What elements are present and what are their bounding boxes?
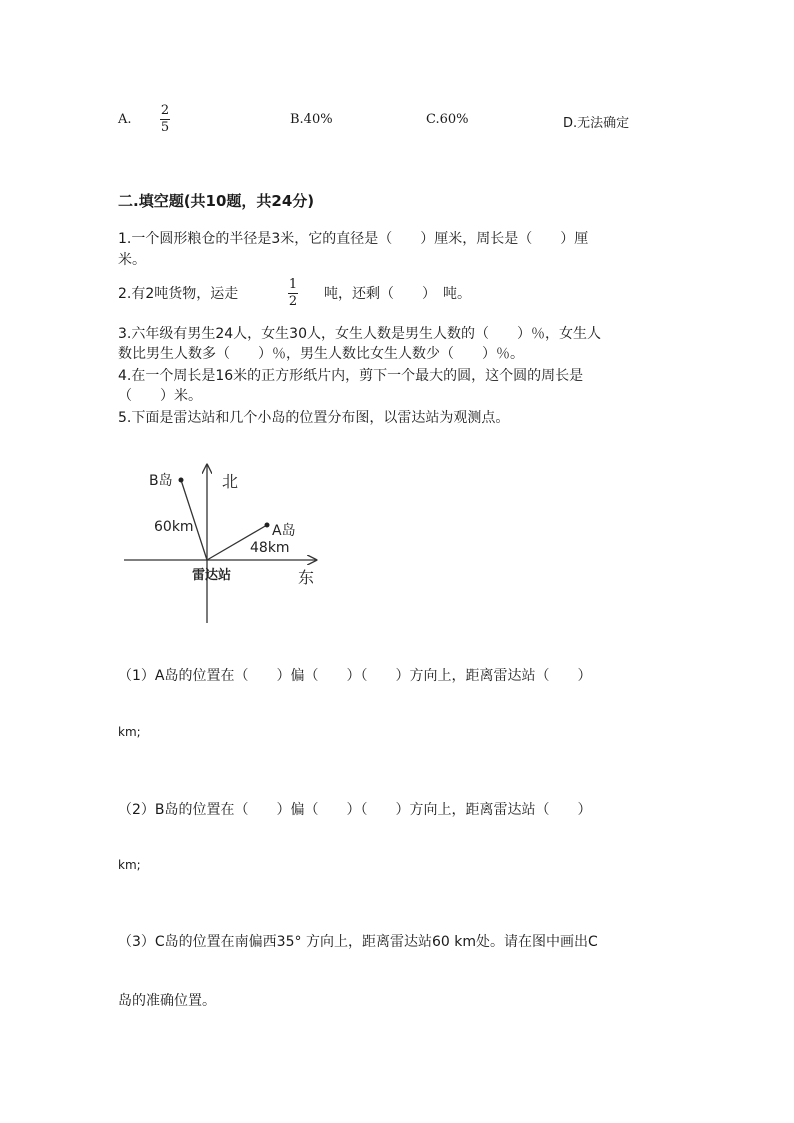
question-4-line-2: （ ）米。 xyxy=(118,388,202,404)
east-label: 东 xyxy=(298,568,315,587)
fraction-denominator: 5 xyxy=(160,120,170,135)
a-island-label: A岛 xyxy=(272,523,296,539)
subquestion-3-line-2: 岛的准确位置。 xyxy=(118,993,216,1009)
option-a-fraction xyxy=(160,104,170,135)
a-island-point xyxy=(265,523,270,528)
subquestion-1-unit: km; xyxy=(118,725,141,739)
question-2-fraction xyxy=(288,278,298,309)
b-island-label: B岛 xyxy=(149,473,173,489)
radar-station-label: 雷达站 xyxy=(192,568,232,583)
b-distance-label: 60km xyxy=(154,519,194,535)
option-d: D.无法确定 xyxy=(563,116,630,131)
subquestion-2-unit: km; xyxy=(118,858,141,872)
b-island-point xyxy=(179,478,184,483)
question-2-after: 吨，还剩（ ） 吨。 xyxy=(324,286,471,302)
question-3-line-1: 3.六年级有男生24人，女生30人，女生人数是男生人数的（ ）％，女生人 xyxy=(118,326,601,342)
radar-diagram xyxy=(118,455,328,630)
option-a-label: A. xyxy=(118,112,132,127)
question-4-line-1: 4.在一个周长是16米的正方形纸片内，剪下一个最大的圆，这个圆的周长是 xyxy=(118,368,584,384)
question-1-line-2: 米。 xyxy=(118,252,146,268)
fraction-numerator: 1 xyxy=(288,277,298,292)
north-label: 北 xyxy=(222,472,239,491)
subquestion-2: （2）B岛的位置在（ ）偏（ ）（ ）方向上，距离雷达站（ ） xyxy=(118,802,592,818)
section-title: 二.填空题(共10题，共24分) xyxy=(118,192,315,210)
question-2-before: 2.有2吨货物，运走 xyxy=(118,286,239,302)
option-b: B.40% xyxy=(290,112,333,127)
option-c: C.60% xyxy=(426,112,469,127)
fraction-numerator: 2 xyxy=(160,103,170,118)
question-5: 5.下面是雷达站和几个小岛的位置分布图，以雷达站为观测点。 xyxy=(118,410,510,426)
subquestion-3-line-1: （3）C岛的位置在南偏西35° 方向上，距离雷达站60 km处。请在图中画出C xyxy=(118,934,598,950)
question-1-line-1: 1.一个圆形粮仓的半径是3米，它的直径是（ ）厘米，周长是（ ）厘 xyxy=(118,231,589,247)
fraction-denominator: 2 xyxy=(288,294,298,309)
subquestion-1: （1）A岛的位置在（ ）偏（ ）（ ）方向上，距离雷达站（ ） xyxy=(118,668,592,684)
a-distance-label: 48km xyxy=(250,540,290,556)
question-3-line-2: 数比男生人数多（ ）％，男生人数比女生人数少（ ）％。 xyxy=(118,346,524,362)
